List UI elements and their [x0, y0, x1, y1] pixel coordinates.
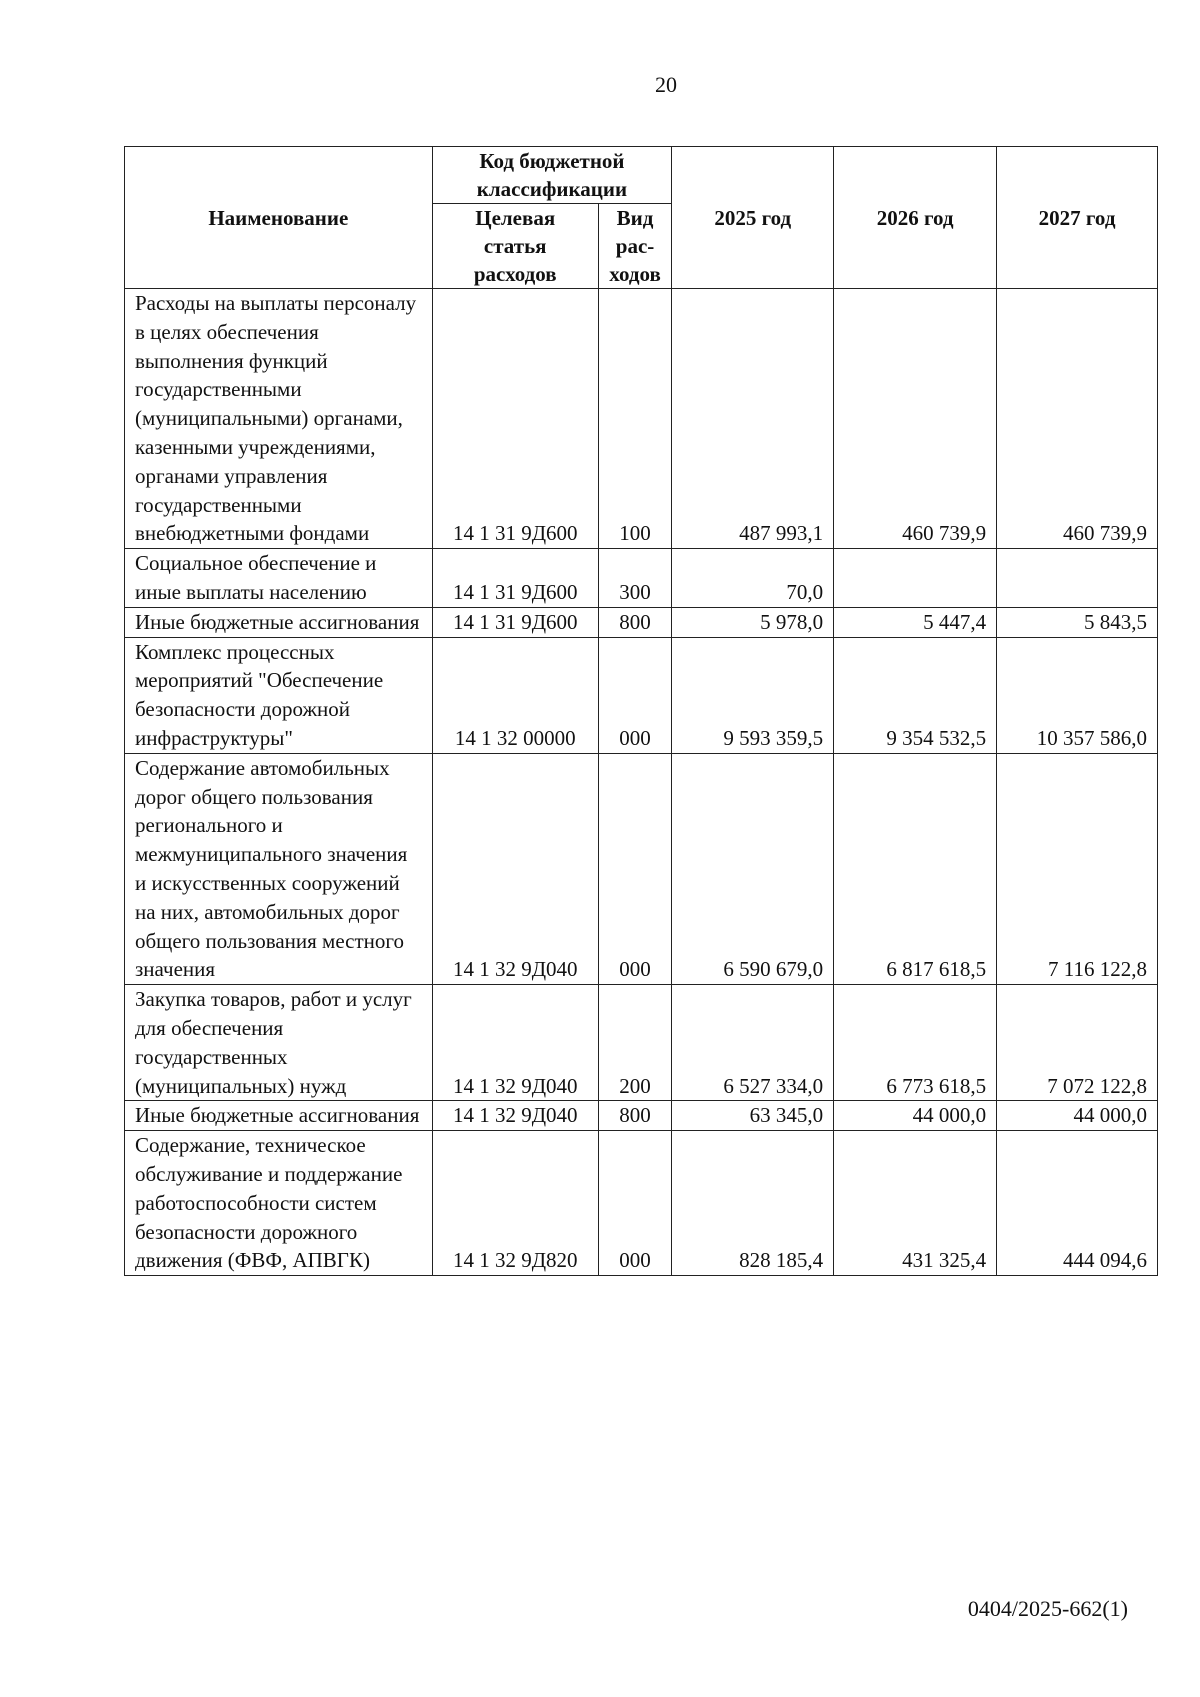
row-value-2026: 9 354 532,5	[834, 637, 997, 753]
header-2027: 2027 год	[997, 147, 1158, 289]
row-value-2027: 7 072 122,8	[997, 985, 1158, 1101]
header-target-article: Целевая статья расходов	[432, 204, 598, 289]
row-value-2027: 7 116 122,8	[997, 753, 1158, 984]
table-row	[125, 1101, 1158, 1131]
row-value-2025: 63 345,0	[672, 1101, 834, 1131]
row-value-2026: 6 817 618,5	[834, 753, 997, 984]
row-expense-kind: 000	[598, 1131, 671, 1276]
row-value-2026	[834, 549, 997, 608]
row-value-2026: 44 000,0	[834, 1101, 997, 1131]
row-name: Комплекс процессных мероприятий "Обеспечение безопасности дорожной инфраструктуры"	[125, 637, 433, 753]
table-row	[125, 549, 1158, 608]
row-target-code: 14 1 31 9Д600	[432, 289, 598, 549]
row-expense-kind: 000	[598, 753, 671, 984]
table-row	[125, 753, 1158, 984]
row-expense-kind: 800	[598, 1101, 671, 1131]
table-row	[125, 607, 1158, 637]
row-value-2027: 460 739,9	[997, 289, 1158, 549]
table-row	[125, 637, 1158, 753]
row-value-2027	[997, 549, 1158, 608]
row-expense-kind: 200	[598, 985, 671, 1101]
row-target-code: 14 1 32 9Д040	[432, 1101, 598, 1131]
row-name: Закупка товаров, работ и услуг для обеспечения государственных (муниципальных) нужд	[125, 985, 433, 1101]
row-expense-kind: 300	[598, 549, 671, 608]
row-value-2025: 828 185,4	[672, 1131, 834, 1276]
row-name: Социальное обеспечение и иные выплаты населению	[125, 549, 433, 608]
row-expense-kind: 800	[598, 607, 671, 637]
row-value-2025: 6 527 334,0	[672, 985, 834, 1101]
row-name: Иные бюджетные ассигнования	[125, 1101, 433, 1131]
row-value-2026: 6 773 618,5	[834, 985, 997, 1101]
budget-table	[124, 146, 1158, 1276]
row-value-2025: 70,0	[672, 549, 834, 608]
row-name: Содержание автомобильных дорог общего пользования регионального и межмуниципального значения и искусственных сооружений на них, автомобильных дорог общего пользования местного значения	[125, 753, 433, 984]
table-row	[125, 985, 1158, 1101]
row-value-2025: 9 593 359,5	[672, 637, 834, 753]
row-target-code: 14 1 31 9Д600	[432, 549, 598, 608]
document-code: 0404/2025-662(1)	[967, 1596, 1128, 1621]
row-value-2025: 6 590 679,0	[672, 753, 834, 984]
header-2025: 2025 год	[672, 147, 834, 289]
header-code-group: Код бюджетной классификации	[432, 147, 672, 204]
table-row	[125, 289, 1158, 549]
header-2026: 2026 год	[834, 147, 997, 289]
row-target-code: 14 1 32 9Д820	[432, 1131, 598, 1276]
row-name: Иные бюджетные ассигнования	[125, 607, 433, 637]
row-value-2026: 431 325,4	[834, 1131, 997, 1276]
row-value-2027: 10 357 586,0	[997, 637, 1158, 753]
row-value-2025: 487 993,1	[672, 289, 834, 549]
row-value-2027: 5 843,5	[997, 607, 1158, 637]
header-name: Наименование	[125, 147, 433, 289]
row-name: Расходы на выплаты персоналу в целях обеспечения выполнения функций государственными (муниципальными) органами, казенными учреждениями, органами управления государственными внебюджетными фондами	[125, 289, 433, 549]
row-target-code: 14 1 32 00000	[432, 637, 598, 753]
row-value-2027: 444 094,6	[997, 1131, 1158, 1276]
row-target-code: 14 1 31 9Д600	[432, 607, 598, 637]
table-row	[125, 1131, 1158, 1276]
row-value-2027: 44 000,0	[997, 1101, 1158, 1131]
row-expense-kind: 100	[598, 289, 671, 549]
row-value-2025: 5 978,0	[672, 607, 834, 637]
table-header	[125, 147, 1158, 289]
row-target-code: 14 1 32 9Д040	[432, 753, 598, 984]
row-value-2026: 460 739,9	[834, 289, 997, 549]
row-value-2026: 5 447,4	[834, 607, 997, 637]
row-expense-kind: 000	[598, 637, 671, 753]
row-target-code: 14 1 32 9Д040	[432, 985, 598, 1101]
row-name: Содержание, техническое обслуживание и поддержание работоспособности систем безопасности дорожного движения (ФВФ, АПВГК)	[125, 1131, 433, 1276]
table-body	[125, 289, 1158, 1276]
header-expense-kind: Вид рас-ходов	[598, 204, 671, 289]
page-number: 20	[655, 72, 677, 97]
